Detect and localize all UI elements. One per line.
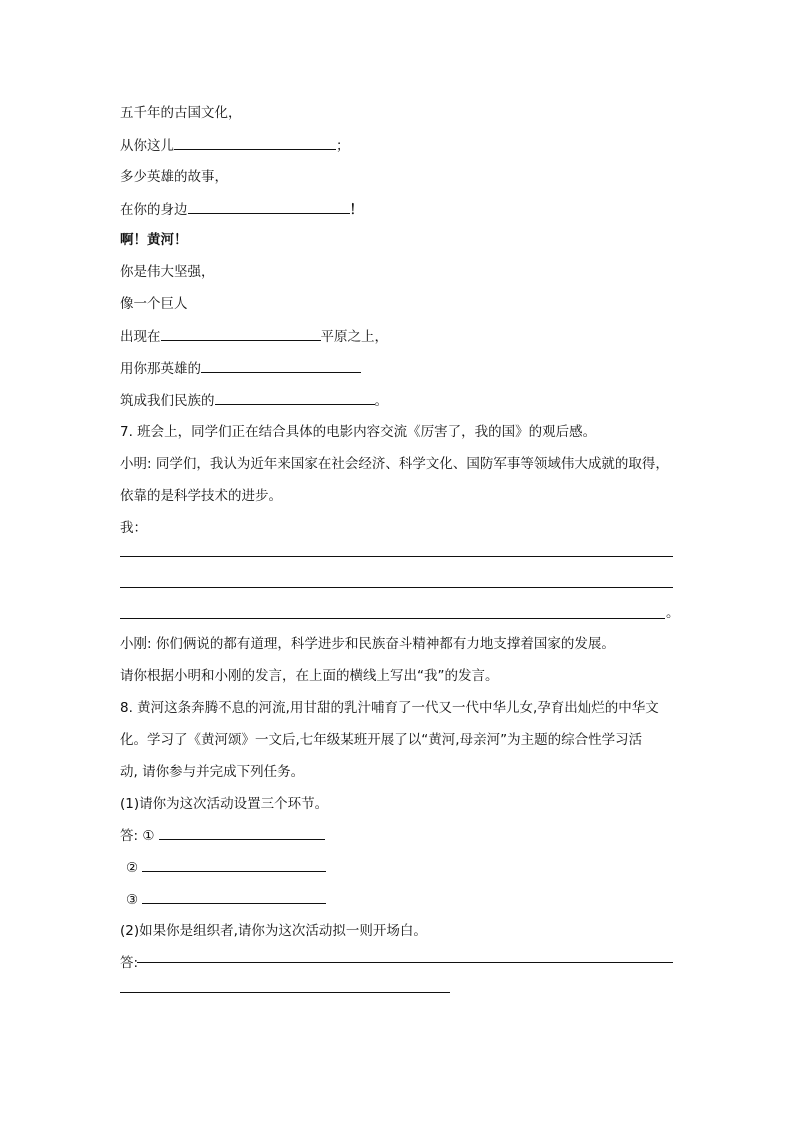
- poem-line-9: [120, 359, 361, 378]
- poem-line-8: [120, 327, 388, 346]
- poem-line-10: [120, 391, 388, 410]
- q7-answer-line-3[interactable]: [120, 618, 665, 619]
- q8-answer-blank-2[interactable]: [142, 858, 326, 872]
- q7-xiaoming-line-2: 依靠的是科学技术的进步。: [120, 488, 282, 504]
- poem-line-2-text: 从你这儿: [120, 138, 174, 154]
- q8-answer2-line-1[interactable]: [137, 962, 673, 963]
- poem-line-4: [120, 200, 363, 219]
- q8-circled-2: ②: [126, 860, 139, 876]
- answer-blank-2[interactable]: [188, 200, 350, 214]
- q8-stem-line-3: 动, 请你参与并完成下列任务。: [120, 764, 305, 780]
- poem-line-7: 像一个巨人: [120, 296, 188, 312]
- poem-line-4-text: 在你的身边: [120, 202, 188, 218]
- q8-circled-1: ①: [142, 828, 155, 844]
- q8-stem-line-1: 8. 黄河这条奔腾不息的河流,用甘甜的乳汁哺育了一代又一代中华儿女,孕育出灿烂的中华文: [120, 700, 659, 716]
- q8-sub-question-2: (2)如果你是组织者,请你为这次活动拟一则开场白。: [120, 923, 427, 939]
- poem-line-2-punct: ；: [336, 138, 350, 154]
- q7-end-mark: 。: [666, 605, 680, 621]
- answer-blank-5[interactable]: [215, 391, 375, 405]
- poem-line-8-text: 出现在: [120, 329, 161, 345]
- q8-answer-row-1: [120, 826, 325, 845]
- q7-me-label: 我：: [120, 520, 147, 536]
- poem-line-10-punct: 。: [374, 393, 388, 409]
- poem-line-1: 五千年的古国文化，: [120, 105, 242, 121]
- answer-blank-4[interactable]: [201, 359, 361, 373]
- q8-sub-question-1: (1)请你为这次活动设置三个环节。: [120, 796, 329, 812]
- q8-answer-blank-1[interactable]: [159, 826, 325, 840]
- poem-line-2: [120, 136, 350, 155]
- q7-answer-line-1[interactable]: [120, 556, 673, 557]
- poem-line-5: 啊！黄河！: [120, 232, 188, 248]
- q7-xiaogang: 小刚: 你们俩说的都有道理，科学进步和民族奋斗精神都有力地支撑着国家的发展。: [120, 636, 615, 652]
- q8-stem-line-2: 化。学习了《黄河颂》一文后,七年级某班开展了以“黄河,母亲河”为主题的综合性学习活: [120, 732, 643, 748]
- q8-answer-blank-3[interactable]: [142, 890, 326, 904]
- poem-line-8-tail: 平原之上，: [320, 329, 388, 345]
- q7-xiaoming-line-1: 小明: 同学们，我认为近年来国家在社会经济、科学文化、国防军事等领域伟大成就的取得，: [120, 456, 669, 472]
- poem-line-6: 你是伟大坚强，: [120, 264, 215, 280]
- q8-answer2-label: 答:: [120, 955, 139, 971]
- poem-line-3: 多少英雄的故事，: [120, 169, 228, 185]
- q8-answer-row-3: [126, 890, 326, 909]
- answer-blank-3[interactable]: [161, 327, 321, 341]
- q7-instruction: 请你根据小明和小刚的发言，在上面的横线上写出“我”的发言。: [120, 668, 499, 684]
- q7-answer-line-2[interactable]: [120, 587, 673, 588]
- q8-circled-3: ③: [126, 892, 139, 908]
- poem-line-4-punct: ！: [349, 202, 363, 218]
- poem-line-10-text: 筑成我们民族的: [120, 393, 215, 409]
- q8-answer-row-2: [126, 858, 326, 877]
- q7-stem: 7. 班会上，同学们正在结合具体的电影内容交流《厉害了，我的国》的观后感。: [120, 424, 597, 440]
- q8-answer2-line-2[interactable]: [120, 992, 450, 993]
- poem-line-9-text: 用你那英雄的: [120, 361, 201, 377]
- answer-blank-1[interactable]: [174, 136, 336, 150]
- q8-answer-label: 答:: [120, 828, 139, 844]
